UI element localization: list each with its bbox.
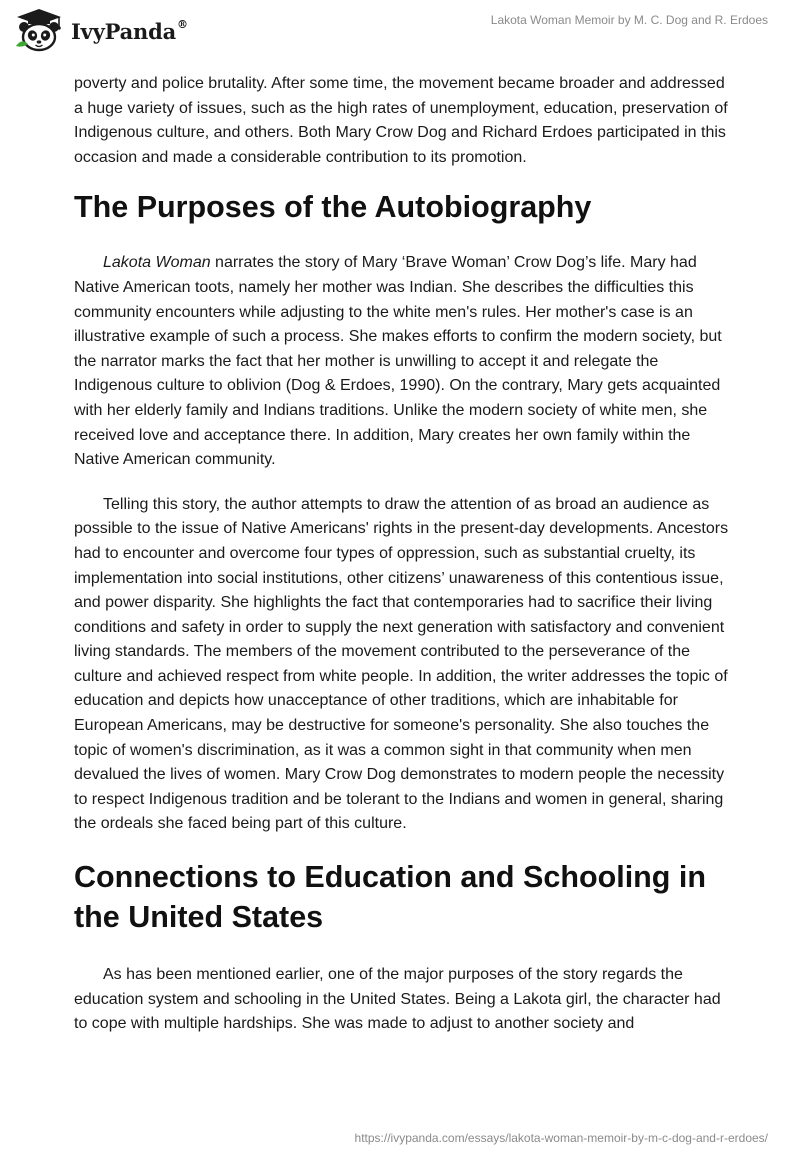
purposes-paragraph-1 <box>74 251 734 472</box>
purposes-paragraph-2: Telling this story, the author attempts to draw the attention of as broad an audience as possible to the issue of Native Americans' rights in the present-day developments. Ancestors had to encounter and overcome four types of oppression, such as substantial cruelty, its implementation into social institutions, other citizens’ unawareness of this contentious issue, and power disparity. She highlights the fact that contemporaries had to sacrifice their living conditions and safety in order to supply the next generation with satisfactory and convenient living standards. The members of the movement contributed to the perseverance of the culture and achieved respect from white people. In addition, the writer addresses the topic of education and depicts how unacceptance of other traditions, which are inhabitable for European Americans, may be destructive for someone's personality. She also touches the topic of women's discrimination, as it was a common sight in that community when men devalued the lives of women. Mary Crow Dog demonstrates to modern people the necessity to respect Indigenous tradition and be tolerant to the Indians and women in general, sharing the ordeals she faced being part of this culture. <box>74 495 729 833</box>
panda-graduate-icon <box>14 8 64 52</box>
section-heading-connections: Connections to Education and Schooling in the United States <box>74 860 707 935</box>
connections-paragraph-1: As has been mentioned earlier, one of the major purposes of the story regards the education system and schooling in the United States. Being a Lakota girl, the character had to cope with multiple hardships. She was made to adjust to another society and <box>74 966 721 1033</box>
intro-paragraph: poverty and police brutality. After some time, the movement became broader and addressed a huge variety of issues, such as the high rates of unemployment, education, preservation of Indigenous culture, and others. Both Mary Crow Dog and Richard Erdoes participated in this occasion and made a considerable contribution to its promotion. <box>74 75 728 166</box>
section-heading-purposes: The Purposes of the Autobiography <box>74 190 592 225</box>
source-url[interactable]: https://ivypanda.com/essays/lakota-woman-memoir-by-m-c-dog-and-r-erdoes/ <box>354 1131 768 1145</box>
document-title: Lakota Woman Memoir by M. C. Dog and R. Erdoes <box>490 13 768 27</box>
article-body <box>74 72 734 1057</box>
book-title-italic: Lakota Woman <box>103 254 211 272</box>
page-header <box>0 0 800 70</box>
ivypanda-logo[interactable] <box>14 8 188 52</box>
brand-name: IvyPanda® <box>71 17 188 44</box>
purposes-paragraph-1-text: narrates the story of Mary ‘Brave Woman’ Crow Dog’s life. Mary had Native American toots, namely her mother was Indian. She describes the difficulties this community encounters while adjusting to the white men's rules. Her mother's case is an illustrative example of such a process. She makes efforts to confirm the modern society, but the narrator marks the fact that her mother is unwilling to accept it and relegate the Indigenous culture to oblivion (Dog & Erdoes, 1990). On the contrary, Mary gets acquainted with her elderly family and Indians traditions. Unlike the modern society of white men, she received love and acceptance there. In addition, Mary creates her own family within the Native American community. <box>74 254 722 469</box>
